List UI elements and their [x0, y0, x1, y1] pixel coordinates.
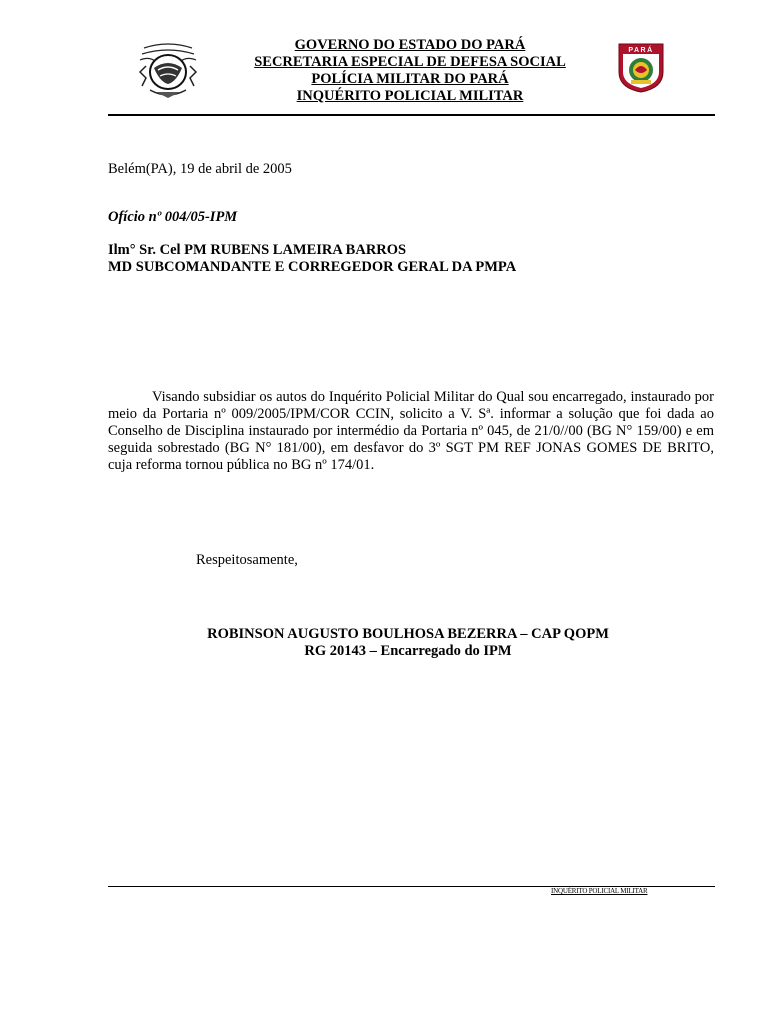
header-line-secretariat: SECRETARIA ESPECIAL DE DEFESA SOCIAL: [254, 54, 566, 70]
header-line-police: POLÍCIA MILITAR DO PARÁ: [311, 71, 509, 87]
recipient-name: Ilm° Sr. Cel PM RUBENS LAMEIRA BARROS: [108, 242, 407, 258]
header-line-inquiry: INQUÉRITO POLICIAL MILITAR: [296, 88, 524, 104]
letter-date: Belém(PA), 19 de abril de 2005: [108, 161, 292, 177]
signatory-role: RG 20143 – Encarregado do IPM: [304, 643, 512, 659]
footer-label: INQUÉRITO POLICIAL MILITAR: [551, 887, 648, 895]
closing-salutation: Respeitosamente,: [196, 552, 298, 568]
signatory-name: ROBINSON AUGUSTO BOULHOSA BEZERRA – CAP QOPM: [207, 626, 609, 642]
state-coat-of-arms-icon: [136, 38, 200, 102]
oficio-number: Ofício nº 004/05-IPM: [108, 209, 238, 225]
document-header: [200, 37, 620, 105]
recipient-block: [108, 242, 516, 276]
recipient-title: MD SUBCOMANDANTE E CORREGEDOR GERAL DA PMPA: [108, 259, 517, 275]
header-divider: [108, 114, 715, 116]
letter-body: Visando subsidiar os autos do Inquérito Policial Militar do Qual sou encarregado, instaurado por meio da Portaria nº 009/2005/IPM/COR CCIN, solicito a V. Sª. informar a solução que foi dada ao Conselho de Disciplina instaurado por intermédio da Portaria nº 045, de 21/0//00 (BG N° 159/00) e em seguida sobrestado (BG N° 181/00), em desfavor do 3º SGT PM REF JONAS GOMES DE BRITO, cuja reforma tornou pública no BG nº 174/01.: [108, 389, 714, 473]
signature-block: [108, 626, 708, 660]
shield-label-para: PARÁ: [628, 47, 654, 54]
header-line-government: GOVERNO DO ESTADO DO PARÁ: [294, 37, 526, 53]
police-shield-emblem-icon: [617, 42, 665, 94]
